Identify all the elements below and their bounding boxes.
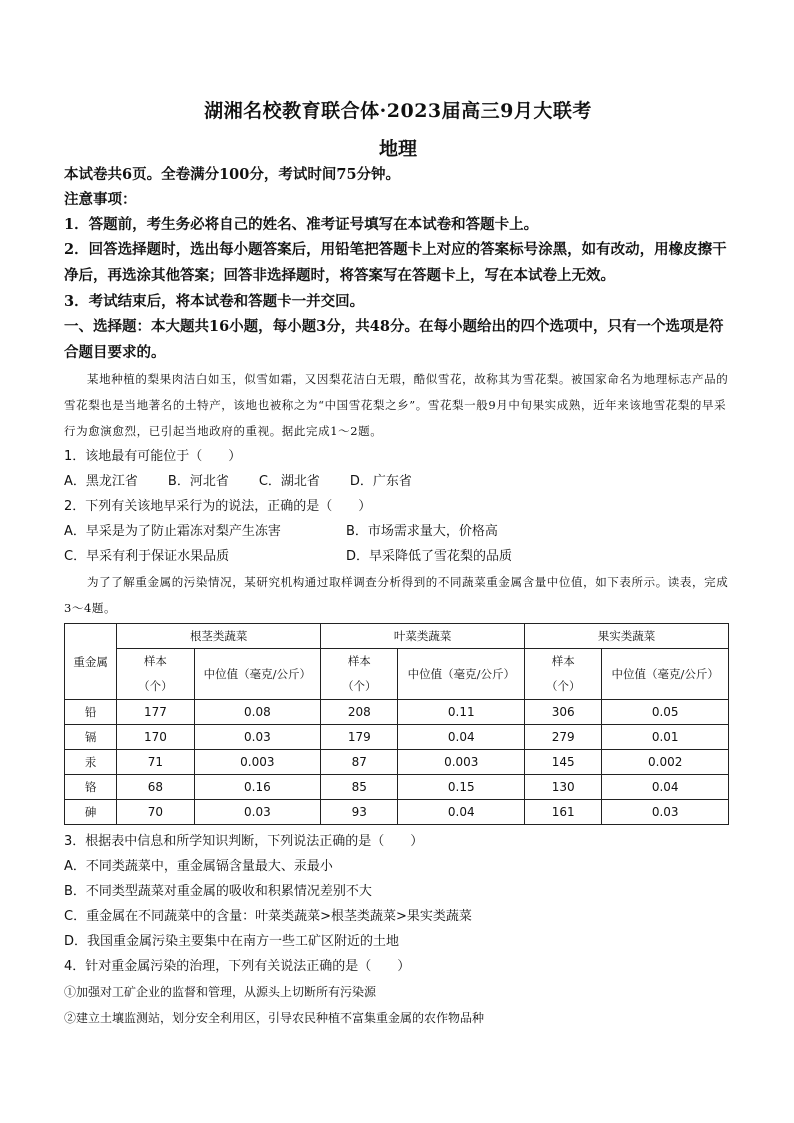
- q2-option-d[interactable]: D．早采降低了雪花梨的品质: [346, 549, 513, 564]
- table-header-median: 中位值（毫克/公斤）: [194, 649, 321, 700]
- row-metal-arsenic: 砷: [65, 800, 117, 825]
- question-3-stem: 3．根据表中信息和所学知识判断，下列说法正确的是（ ）: [64, 834, 424, 849]
- question-1-stem: 1．该地最有可能位于（ ）: [64, 449, 242, 464]
- table-cell: 0.05: [602, 700, 729, 725]
- table-header-sample: 样本（个）: [117, 649, 194, 700]
- table-cell: 0.03: [194, 800, 321, 825]
- table-cell: 87: [321, 750, 398, 775]
- question-2-options-row1: [64, 519, 732, 544]
- table-cell: 0.04: [398, 800, 525, 825]
- table-header-metal: 重金属: [65, 624, 117, 700]
- table-header-group-root: 根茎类蔬菜: [117, 624, 321, 649]
- table-cell: 93: [321, 800, 398, 825]
- table-row: [65, 750, 729, 775]
- table-row: [65, 800, 729, 825]
- table-header-group-fruit: 果实类蔬菜: [525, 624, 729, 649]
- table-cell: 85: [321, 775, 398, 800]
- q1-option-b[interactable]: B．河北省: [167, 474, 229, 489]
- q1-option-d[interactable]: D．广东省: [349, 474, 412, 489]
- q2-option-c[interactable]: C．早采有利于保证水果品质: [64, 549, 230, 564]
- q3-option-a[interactable]: A．不同类蔬菜中，重金属镉含量最大、汞最小: [64, 859, 333, 874]
- row-metal-mercury: 汞: [65, 750, 117, 775]
- q4-statement-2: ②建立土壤监测站，划分安全利用区，引导农民种植不富集重金属的农作物品种: [64, 1011, 485, 1025]
- q2-option-a[interactable]: A．早采是为了防止霜冻对梨产生冻害: [64, 524, 281, 539]
- passage-heavy-metal: 为了了解重金属的污染情况，某研究机构通过取样调查分析得到的不同蔬菜重金属含量中位值，如下表所示。读表，完成3～4题。: [64, 575, 729, 615]
- heavy-metal-table: [64, 623, 729, 825]
- table-cell: 170: [117, 725, 194, 750]
- table-cell: 0.003: [194, 750, 321, 775]
- table-cell: 0.04: [602, 775, 729, 800]
- exam-summary: 本试卷共6页。全卷满分100分，考试时间75分钟。: [64, 166, 401, 183]
- table-cell: 0.01: [602, 725, 729, 750]
- row-metal-lead: 铅: [65, 700, 117, 725]
- table-cell: 71: [117, 750, 194, 775]
- table-cell: 130: [525, 775, 602, 800]
- question-1-options: [64, 469, 732, 494]
- table-cell: 0.15: [398, 775, 525, 800]
- table-cell: 306: [525, 700, 602, 725]
- table-cell: 0.08: [194, 700, 321, 725]
- row-metal-cadmium: 镉: [65, 725, 117, 750]
- table-header-median: 中位值（毫克/公斤）: [398, 649, 525, 700]
- table-cell: 279: [525, 725, 602, 750]
- notice-item-2: 2．回答选择题时，选出每小题答案后，用铅笔把答题卡上对应的答案标号涂黑，如有改动，用橡皮擦干净后，再选涂其他答案；回答非选择题时，将答案写在答题卡上，写在本试卷上无效。: [64, 241, 727, 284]
- table-cell: 0.03: [194, 725, 321, 750]
- passage-snow-pear: 某地种植的梨果肉洁白如玉，似雪如霜，又因梨花洁白无瑕，酷似雪花，故称其为雪花梨。被国家命名为地理标志产品的雪花梨也是当地著名的土特产，该地也被称之为“中国雪花梨之乡”。雪花梨一般9月中旬果实成熟，近年来该地雪花梨的早采行为愈演愈烈，已引起当地政府的重视。据此完成1～2题。: [64, 372, 729, 438]
- table-cell: 161: [525, 800, 602, 825]
- question-4-stem: 4．针对重金属污染的治理，下列有关说法正确的是（ ）: [64, 959, 411, 974]
- notice-item-3: 3．考试结束后，将本试卷和答题卡一并交回。: [64, 293, 365, 310]
- section-heading: 一、选择题：本大题共16小题，每小题3分，共48分。在每小题给出的四个选项中，只有一个选项是符合题目要求的。: [64, 318, 724, 361]
- table-header-sample: 样本（个）: [321, 649, 398, 700]
- table-cell: 177: [117, 700, 194, 725]
- table-cell: 0.16: [194, 775, 321, 800]
- q3-option-b[interactable]: B．不同类型蔬菜对重金属的吸收和积累情况差别不大: [64, 884, 372, 899]
- q3-option-c[interactable]: C．重金属在不同蔬菜中的含量：叶菜类蔬菜>根茎类蔬菜>果实类蔬菜: [64, 909, 472, 924]
- notice-title: 注意事项：: [64, 191, 137, 208]
- table-header-sample: 样本（个）: [525, 649, 602, 700]
- question-2-options-row2: [64, 544, 732, 569]
- table-cell: 0.003: [398, 750, 525, 775]
- exam-title: 湖湘名校教育联合体·2023届高三9月大联考: [204, 100, 592, 122]
- q1-option-c[interactable]: C．湖北省: [258, 474, 320, 489]
- table-cell: 208: [321, 700, 398, 725]
- table-row: [65, 725, 729, 750]
- row-metal-chromium: 铬: [65, 775, 117, 800]
- table-header-group-leaf: 叶菜类蔬菜: [321, 624, 525, 649]
- table-header-median: 中位值（毫克/公斤）: [602, 649, 729, 700]
- table-row: [65, 775, 729, 800]
- question-2-stem: 2．下列有关该地早采行为的说法，正确的是（ ）: [64, 499, 372, 514]
- notice-item-1: 1．答题前，考生务必将自己的姓名、准考证号填写在本试卷和答题卡上。: [64, 216, 539, 233]
- table-cell: 0.03: [602, 800, 729, 825]
- table-cell: 70: [117, 800, 194, 825]
- table-cell: 0.11: [398, 700, 525, 725]
- table-row: [65, 700, 729, 725]
- q4-statement-1: ①加强对工矿企业的监督和管理，从源头上切断所有污染源: [64, 985, 377, 999]
- q1-option-a[interactable]: A．黑龙江省: [64, 474, 138, 489]
- table-cell: 68: [117, 775, 194, 800]
- q3-option-d[interactable]: D．我国重金属污染主要集中在南方一些工矿区附近的土地: [64, 934, 400, 949]
- exam-page: [64, 96, 732, 1031]
- table-cell: 179: [321, 725, 398, 750]
- table-cell: 0.04: [398, 725, 525, 750]
- table-cell: 0.002: [602, 750, 729, 775]
- table-cell: 145: [525, 750, 602, 775]
- subject-title: 地理: [378, 138, 417, 160]
- q2-option-b[interactable]: B．市场需求量大，价格高: [346, 524, 498, 539]
